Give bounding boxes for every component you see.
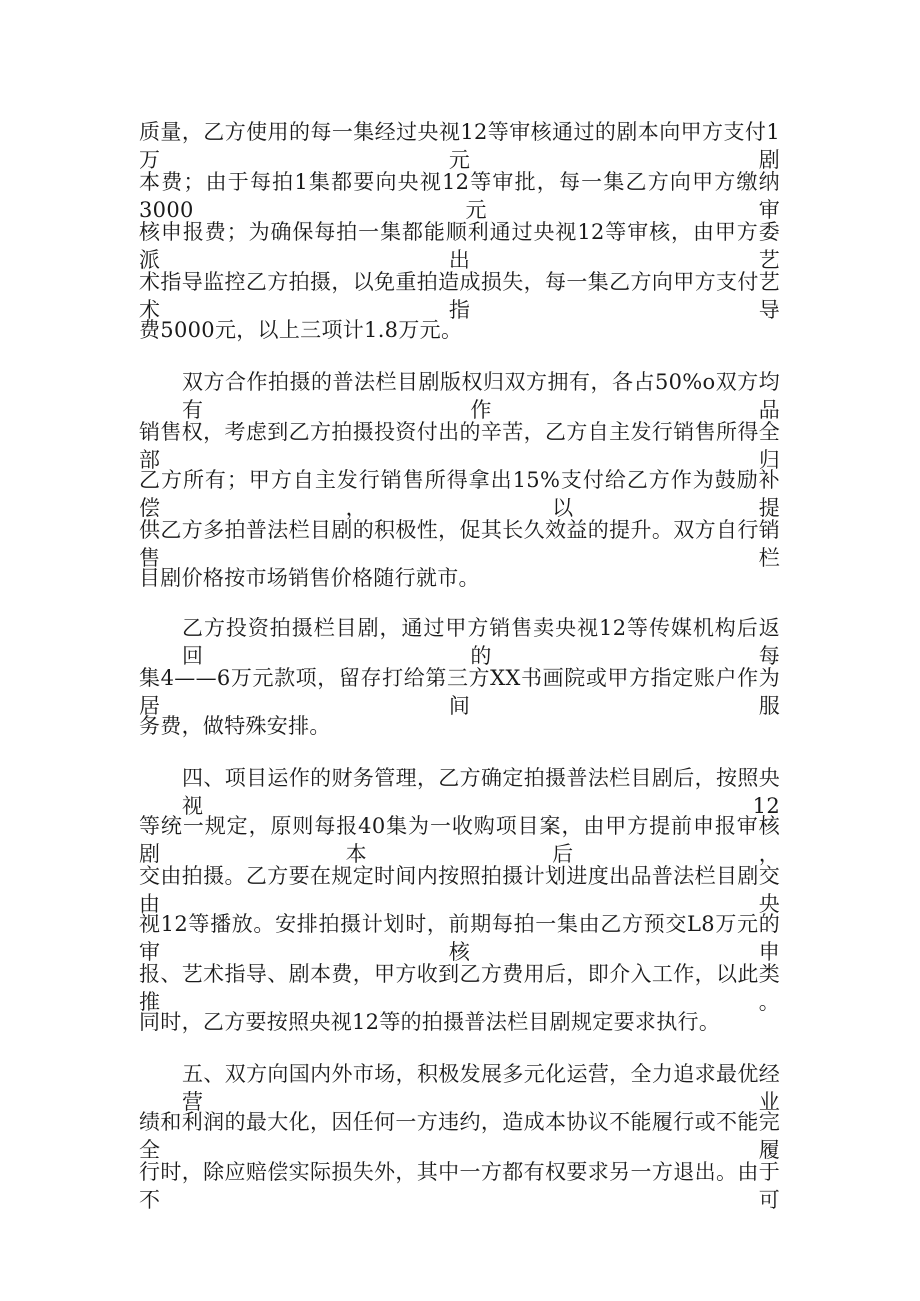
text-line: 销售权，考虑到乙方拍摄投资付出的辛苦，乙方自主发行销售所得全部归: [139, 420, 780, 472]
text-line: 核申报费；为确保每拍一集都能顺利通过央视12等审核，由甲方委派出艺: [139, 220, 780, 272]
text-line: 乙方投资拍摄栏目剧，通过甲方销售卖央视12等传媒机构后返回的每: [182, 616, 780, 668]
text-line: 供乙方多拍普法栏目剧的积极性，促其长久效益的提升。双方自行销售栏: [139, 518, 780, 570]
text-line: 质量，乙方使用的每一集经过央视12等审核通过的剧本向甲方支付1万元剧: [139, 120, 780, 172]
text-line: 行时，除应赔偿实际损失外，其中一方都有权要求另一方退出。由于不可: [139, 1160, 780, 1212]
text-line: 本费；由于每拍1集都要向央视12等审批，每一集乙方向甲方缴纳3000元审: [139, 170, 780, 222]
text-line: 费5000元，以上三项计1.8万元。: [139, 318, 463, 342]
text-line: 五、双方向国内外市场，积极发展多元化运营，全力追求最优经营业: [182, 1062, 780, 1114]
text-line: 同时，乙方要按照央视12等的拍摄普法栏目剧规定要求执行。: [139, 1010, 721, 1034]
text-line: 交由拍摄。乙方要在规定时间内按照拍摄计划进度出品普法栏目剧交由央: [139, 864, 780, 916]
text-line: 目剧价格按市场销售价格随行就市。: [139, 566, 480, 590]
text-line: 绩和利润的最大化，因任何一方违约，造成本协议不能履行或不能完全履: [139, 1110, 780, 1162]
text-line: 等统一规定，原则每报40集为一收购项目案，由甲方提前申报审核剧本后，: [139, 814, 780, 866]
text-line: 报、艺术指导、剧本费，甲方收到乙方费用后，即介入工作，以此类推。: [139, 962, 780, 1014]
text-line: 务费，做特殊安排。: [139, 714, 331, 738]
text-line: 乙方所有；甲方自主发行销售所得拿出15%支付给乙方作为鼓励补偿，以提: [139, 468, 780, 520]
text-line: 集4——6万元款项，留存打给第三方XX书画院或甲方指定账户作为居间服: [139, 666, 780, 718]
text-line: 双方合作拍摄的普法栏目剧版权归双方拥有，各占50%o双方均有作品: [182, 370, 780, 422]
text-line: 四、项目运作的财务管理，乙方确定拍摄普法栏目剧后，按照央视12: [182, 766, 780, 818]
text-line: 术指导监控乙方拍摄，以免重拍造成损失，每一集乙方向甲方支付艺术指导: [139, 270, 780, 322]
text-line: 视12等播放。安排拍摄计划时，前期每拍一集由乙方预交L8万元的审核申: [139, 912, 780, 964]
